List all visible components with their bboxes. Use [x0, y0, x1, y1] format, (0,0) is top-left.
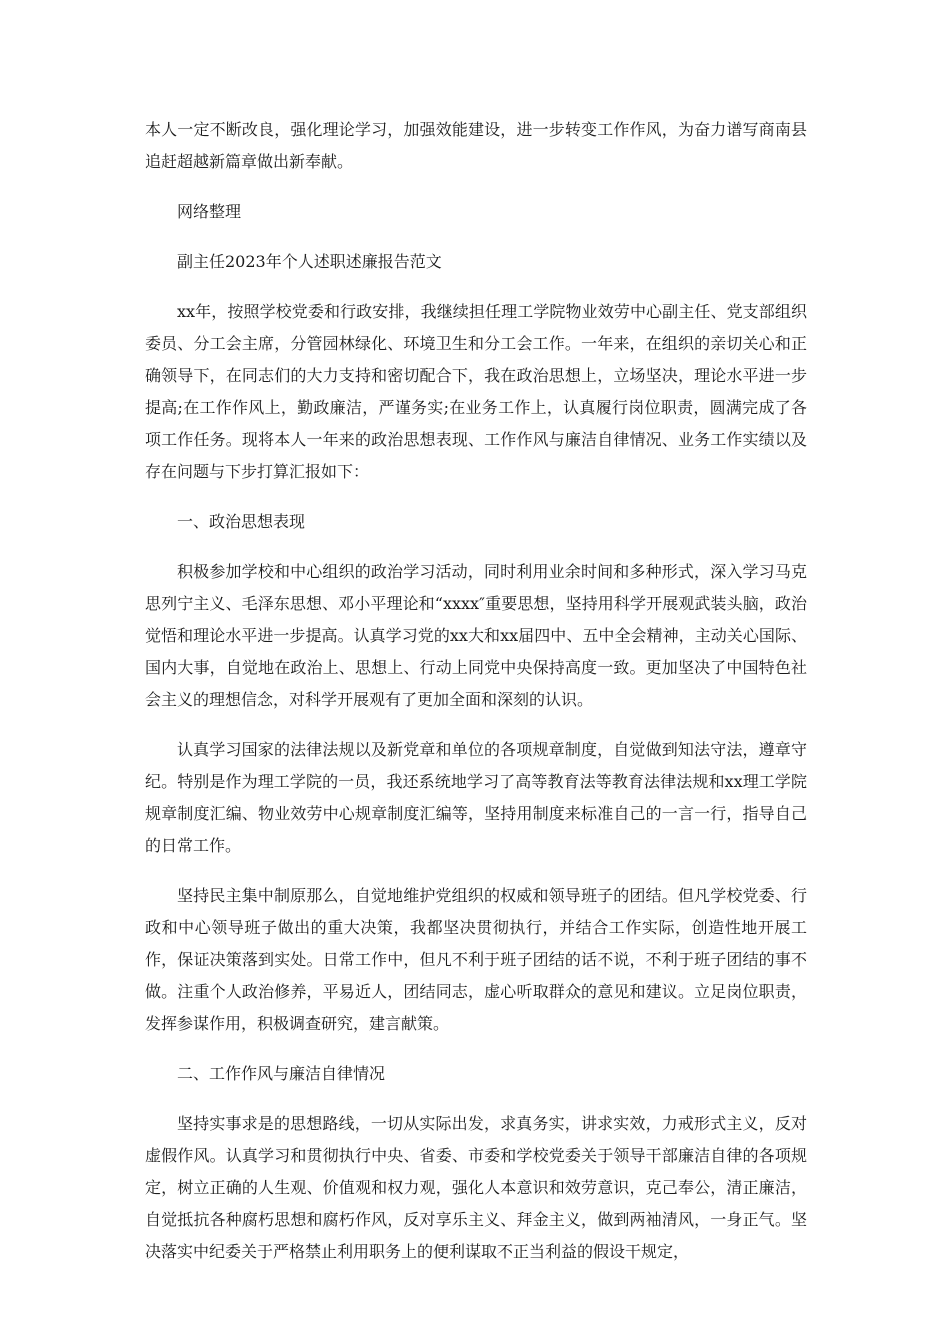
- section-1-heading: 一、政治思想表现: [177, 512, 306, 531]
- intro-paragraph: xx年，按照学校党委和行政安排，我继续担任理工学院物业效劳中心副主任、党支部组织委员、分工会主席，分管园林绿化、环境卫生和分工会工作。一年来，在组织的亲切关心和正确领导下，在同志们的大力支持和密切配合下，我在政治思想上，立场坚决，理论水平进一步提高;在工作作风上，勤政廉洁，严谨务实;在业务工作上，认真履行岗位职责，圆满完成了各项工作任务。现将本人一年来的政治思想表现、工作作风与廉洁自律情况、业务工作实绩以及存在问题与下步打算汇报如下：: [145, 302, 807, 481]
- section-1-paragraph-1: 积极参加学校和中心组织的政治学习活动，同时利用业余时间和多种形式，深入学习马克思列宁主义、毛泽东思想、邓小平理论和“xxxx″重要思想，坚持用科学开展观武装头脑，政治觉悟和理论水平进一步提高。认真学习党的xx大和xx届四中、五中全会精神，主动关心国际、国内大事，自觉地在政治上、思想上、行动上同党中央保持高度一致。更加坚决了中国特色社会主义的理想信念，对科学开展观有了更加全面和深刻的认识。: [145, 562, 807, 709]
- section-1-paragraph-2: 认真学习国家的法律法规以及新党章和单位的各项规章制度，自觉做到知法守法，遵章守纪。特别是作为理工学院的一员，我还系统地学习了高等教育法等教育法律法规和xx理工学院规章制度汇编、物业效劳中心规章制度汇编等，坚持用制度来标准自己的一言一行，指导自己的日常工作。: [145, 740, 807, 855]
- section-2-heading: 二、工作作风与廉洁自律情况: [177, 1064, 386, 1083]
- section-2-paragraph-1: 坚持实事求是的思想路线，一切从实际出发，求真务实，讲求实效，力戒形式主义，反对虚假作风。认真学习和贯彻执行中央、省委、市委和学校党委关于领导干部廉洁自律的各项规定，树立正确的人生观、价值观和权力观，强化人本意识和效劳意识，克己奉公，清正廉洁，自觉抵抗各种腐朽思想和腐朽作风，反对享乐主义、拜金主义，做到两袖清风，一身正气。坚决落实中纪委关于严格禁止利用职务上的便利谋取不正当利益的假设干规定，: [145, 1114, 807, 1261]
- source-note: 网络整理: [177, 202, 242, 221]
- continuation-paragraph: 本人一定不断改良，强化理论学习，加强效能建设，进一步转变工作作风，为奋力谱写商南县追赶超越新篇章做出新奉献。: [145, 120, 807, 171]
- document-body: [145, 114, 807, 1286]
- section-1-paragraph-3: 坚持民主集中制原那么，自觉地维护党组织的权威和领导班子的团结。但凡学校党委、行政和中心领导班子做出的重大决策，我都坚决贯彻执行，并结合工作实际，创造性地开展工作，保证决策落到实处。日常工作中，但凡不利于班子团结的话不说，不利于班子团结的事不做。注重个人政治修养，平易近人，团结同志，虚心听取群众的意见和建议。立足岗位职责，发挥参谋作用，积极调查研究，建言献策。: [145, 886, 807, 1033]
- document-title: 副主任2023年个人述职述廉报告范文: [177, 252, 442, 271]
